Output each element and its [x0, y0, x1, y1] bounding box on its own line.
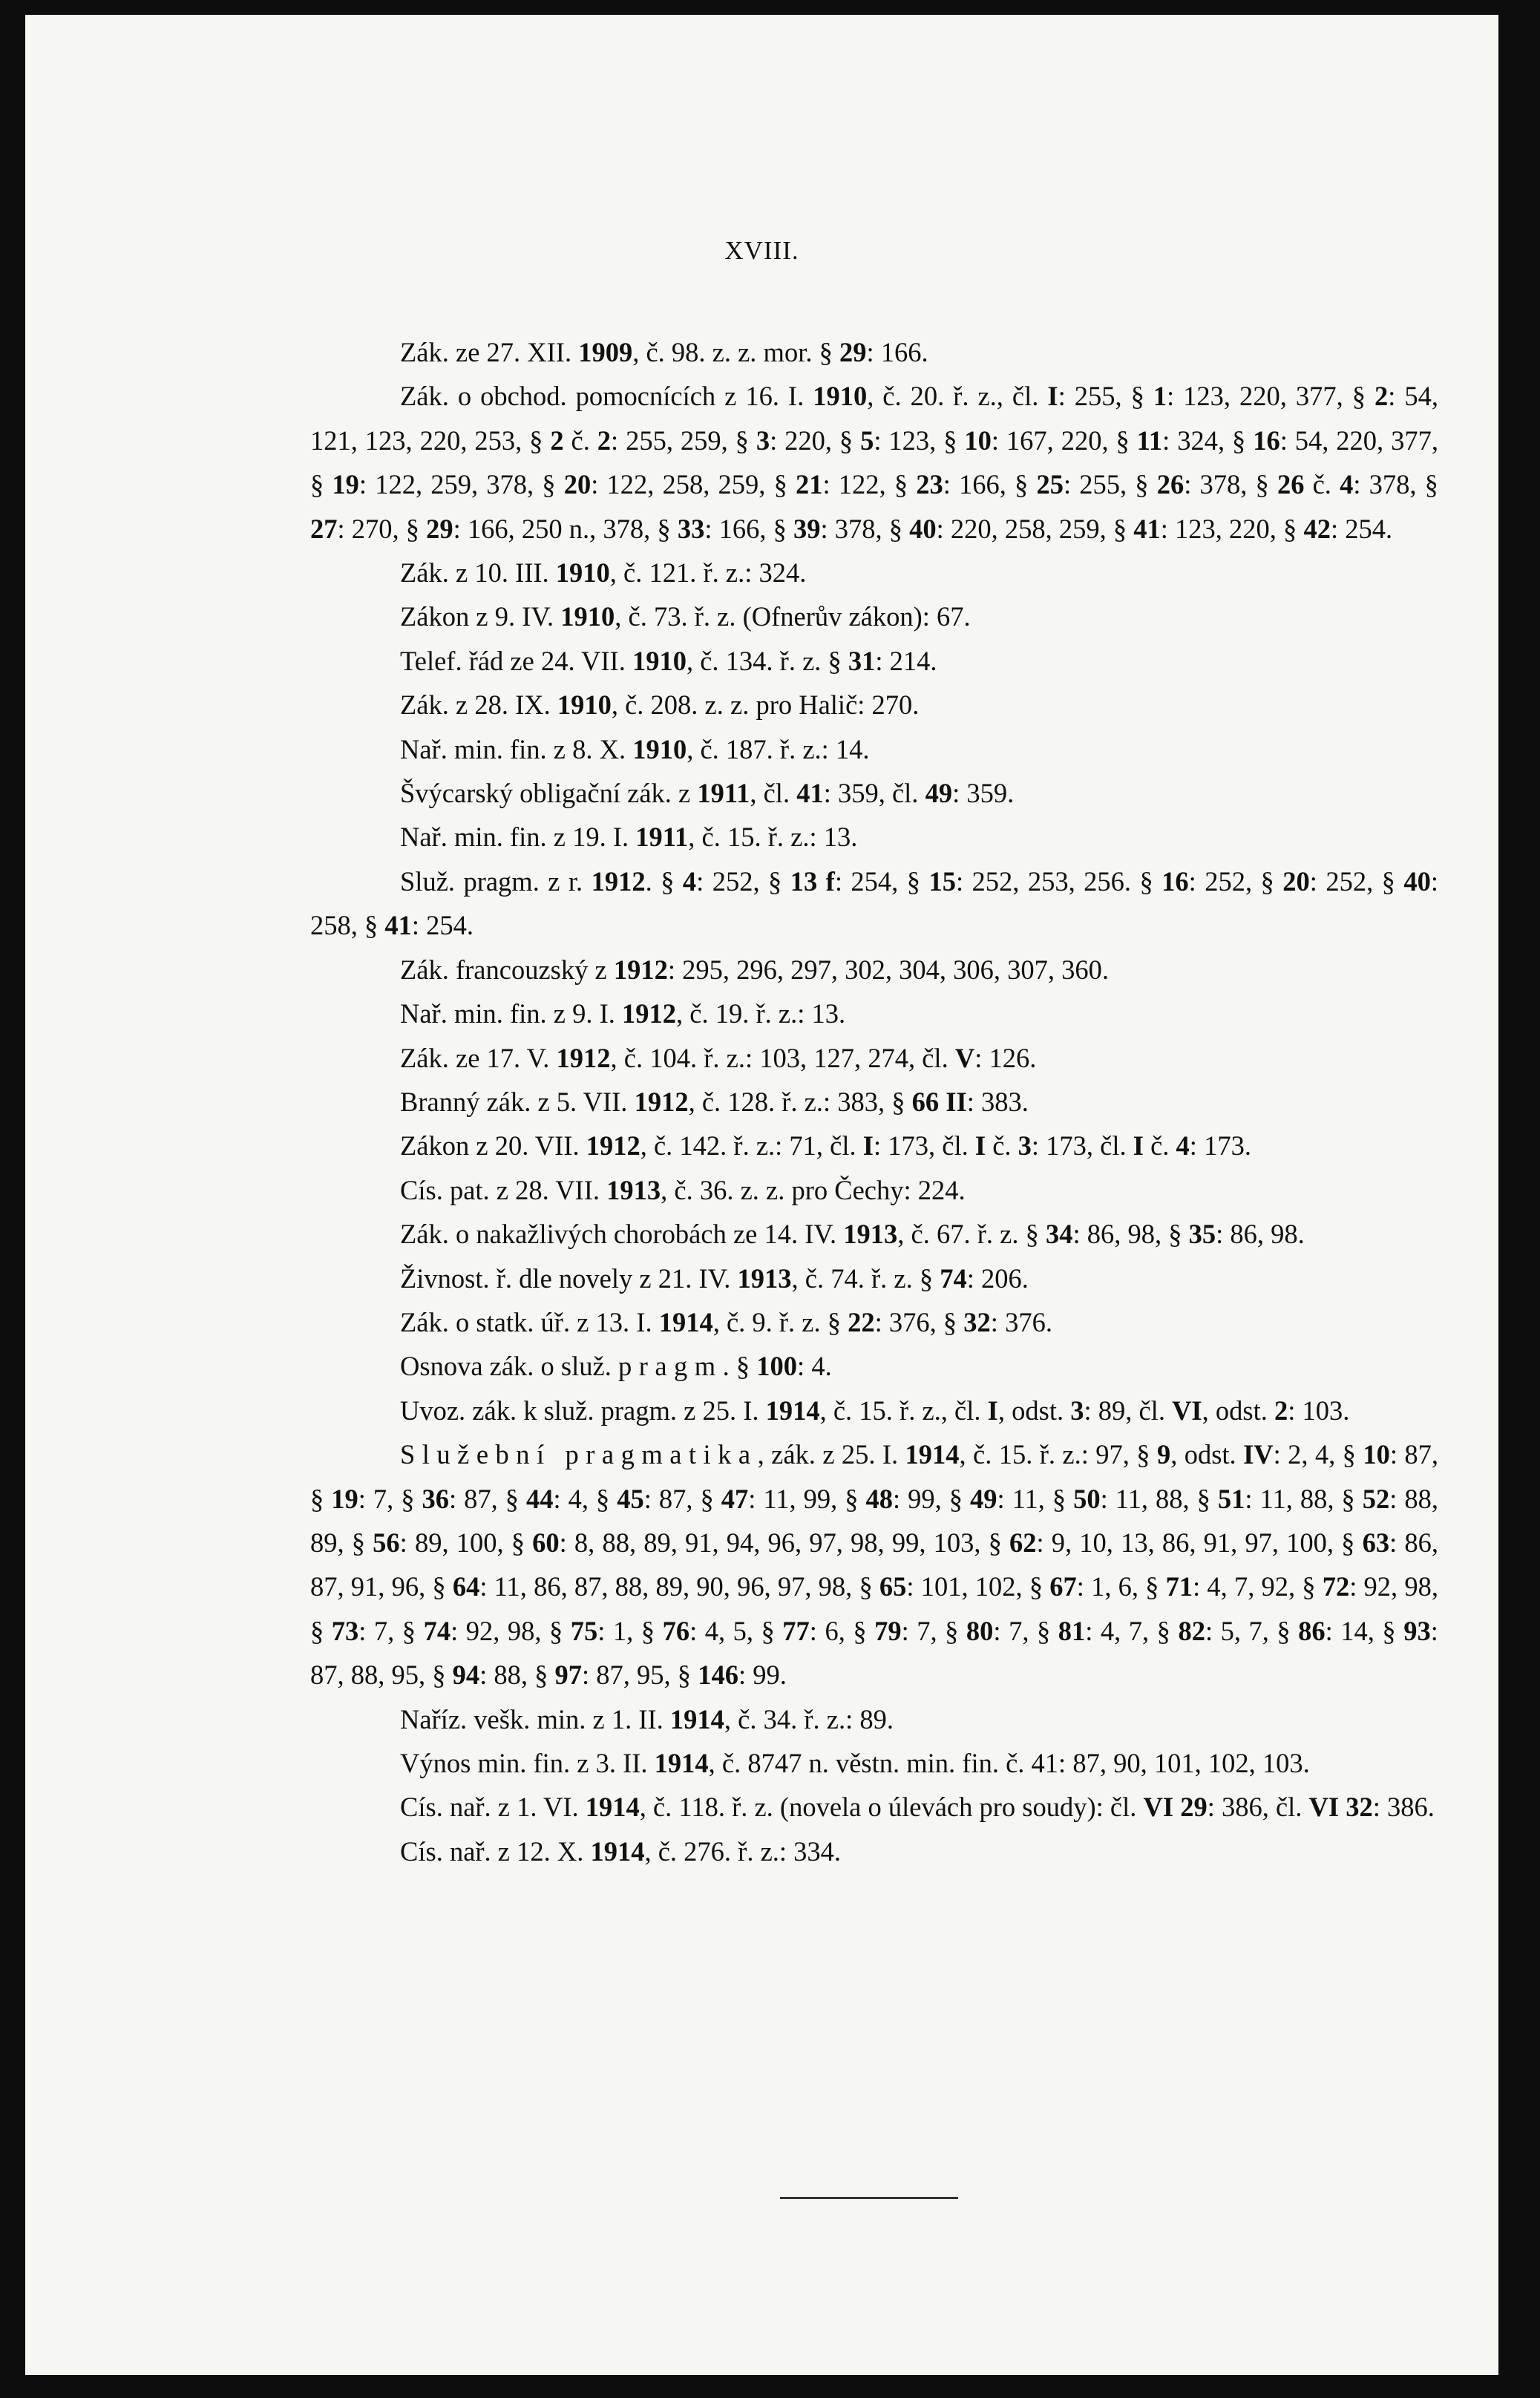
register-entry: Zák. o statk. úř. z 13. I. 1914, č. 9. ř. z. § 22: 376, § 32: 376.: [400, 1306, 1052, 1337]
register-entry: Služební pragmatika, zák. z 25. I. 1914, č. 15. ř. z.: 97, § 9, odst. IV: 2, 4, § 10: 87, § 19: 7, § 36: 87, § 44: 4, § 45: 87, § 47: 11, 99, § 48: 99, § 49: 11, § 50: 11, 88, § 51: 11, 88, § 52: 88, 89, § 56: 89, 100, § 60: 8, 88, 89, 91, 94, 96, 97, 98, 99, 103, § 62: 9, 10, 13, 86, 91, 97, 100, § 63: 86, 87, 91, 96, § 64: 11, 86, 87, 88, 89, 90, 96, 97, 98, § 65: 101, 102, § 67: 1, 6, § 71: 4, 7, 92, § 72: 92, 98, § 73: 7, § 74: 92, 98, § 75: 1, § 76: 4, 5, § 77: 6, § 79: 7, § 80: 7, § 81: 4, 7, § 82: 5, 7, § 86: 14, § 93: 87, 88, 95, § 94: 88, § 97: 87, 95, § 146: 99.: [310, 1439, 1438, 1691]
register-entry: Cís. nař. z 12. X. 1914, č. 276. ř. z.: 334.: [400, 1835, 842, 1867]
register-entry: Nař. min. fin. z 19. I. 1911, č. 15. ř. z.: 13.: [400, 822, 858, 853]
register-entry: Zák. ze 17. V. 1912, č. 104. ř. z.: 103, 127, 274, čl. V: 126.: [400, 1042, 1037, 1073]
register-entry: Zák. z 28. IX. 1910, č. 208. z. z. pro Halič: 270.: [400, 689, 920, 721]
register-entry: Branný zák. z 5. VII. 1912, č. 128. ř. z.: 383, § 66 II: 383.: [400, 1086, 1029, 1117]
register-entry: Nař. min. fin. z 8. X. 1910, č. 187. ř. z.: 14.: [400, 733, 870, 764]
register-entry: Cís. pat. z 28. VII. 1913, č. 36. z. z. pro Čechy: 224.: [400, 1174, 966, 1205]
register-entry: Zák. z 10. III. 1910, č. 121. ř. z.: 324.: [400, 557, 807, 589]
end-rule: [780, 2197, 958, 2199]
register-entry: Zákon z 9. IV. 1910, č. 73. ř. z. (Ofnerův zákon): 67.: [400, 601, 971, 632]
register-entry: Telef. řád ze 24. VII. 1910, č. 134. ř. z. § 31: 214.: [400, 645, 937, 676]
register-entries: [310, 330, 1438, 1873]
register-entry: Zák. francouzský z 1912: 295, 296, 297, 302, 304, 306, 307, 360.: [400, 954, 1109, 985]
register-entry: Naříz. vešk. min. z 1. II. 1914, č. 34. ř. z.: 89.: [400, 1703, 894, 1734]
register-entry: Nař. min. fin. z 9. I. 1912, č. 19. ř. z.: 13.: [400, 998, 846, 1029]
register-entry: Zák. ze 27. XII. 1909, č. 98. z. z. mor. § 29: 166.: [400, 337, 928, 367]
register-entry: Služ. pragm. z r. 1912. § 4: 252, § 13 f: 254, § 15: 252, 253, 256. § 16: 252, § 20: 252, § 40: 258, § 41: 254.: [310, 865, 1438, 941]
register-entry: Cís. nař. z 1. VI. 1914, č. 118. ř. z. (novela o úlevách pro soudy): čl. VI 29: 386, čl. VI 32: 386.: [400, 1792, 1435, 1823]
page-number: XVIII.: [724, 236, 799, 265]
book-page: [25, 15, 1498, 2375]
register-entry: Výnos min. fin. z 3. II. 1914, č. 8747 n. věstn. min. fin. č. 41: 87, 90, 101, 102, 103.: [400, 1748, 1310, 1778]
register-entry: Zák. o obchod. pomocnících z 16. I. 1910, č. 20. ř. z., čl. I: 255, § 1: 123, 220, 377, § 2: 54, 121, 123, 220, 253, § 2 č. 2: 255, 259, § 3: 220, § 5: 123, § 10: 167, 220, § 11: 324, § 16: 54, 220, 377, § 19: 122, 259, 378, § 20: 122, 258, 259, § 21: 122, § 23: 166, § 25: 255, § 26: 378, § 26 č. 4: 378, § 27: 270, § 29: 166, 250 n., 378, § 33: 166, § 39: 378, § 40: 220, 258, 259, § 41: 123, 220, § 42: 254.: [310, 381, 1438, 544]
register-entry: Švýcarský obligační zák. z 1911, čl. 41: 359, čl. 49: 359.: [400, 778, 1015, 809]
register-entry: Živnost. ř. dle novely z 21. IV. 1913, č. 74. ř. z. § 74: 206.: [400, 1262, 1029, 1294]
register-entry: Uvoz. zák. k služ. pragm. z 25. I. 1914, č. 15. ř. z., čl. I, odst. 3: 89, čl. VI, odst. 2: 103.: [400, 1395, 1350, 1426]
register-entry: Zákon z 20. VII. 1912, č. 142. ř. z.: 71, čl. I: 173, čl. I č. 3: 173, čl. I č. 4: 173.: [400, 1130, 1251, 1162]
register-entry: Osnova zák. o služ. pragm. § 100: 4.: [400, 1351, 832, 1382]
register-entry: Zák. o nakažlivých chorobách ze 14. IV. 1913, č. 67. ř. z. § 34: 86, 98, § 35: 86, 98.: [400, 1219, 1305, 1250]
